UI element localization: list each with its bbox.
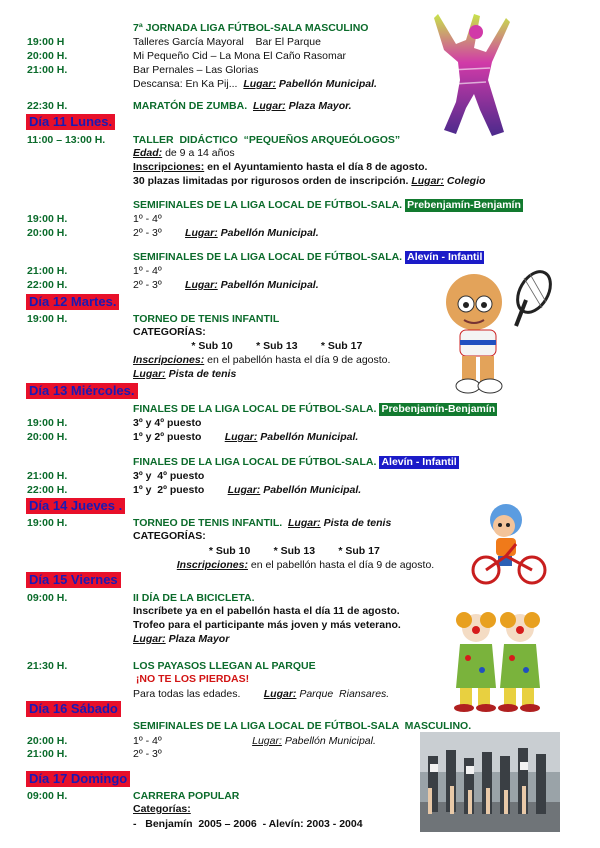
- event-text: [133, 673, 249, 686]
- text-segment: de 9 a 14 años: [162, 147, 235, 159]
- event-time: 20:00 H.: [27, 431, 68, 443]
- event-text: [133, 134, 400, 147]
- event-text: [133, 265, 162, 278]
- program-line: [0, 175, 600, 188]
- event-text: [133, 100, 352, 113]
- text-segment: Lugar:: [185, 227, 218, 239]
- event-text: [133, 619, 401, 632]
- event-text: [133, 803, 191, 816]
- text-segment: Inscripciones:: [133, 354, 205, 366]
- event-text: [133, 161, 427, 174]
- event-text: [133, 64, 258, 77]
- text-segment: Lugar:: [288, 517, 321, 529]
- text-segment: 7ª JORNADA LIGA FÚTBOL-SALA MASCULINO: [133, 22, 369, 34]
- text-segment: TALLER DIDÁCTICO “PEQUEÑOS ARQUEÓLOGOS”: [133, 134, 401, 146]
- event-time: 09:00 H.: [27, 592, 68, 604]
- text-segment: TORNEO DE TENIS INFANTIL.: [133, 517, 283, 529]
- event-time: 19:00 H: [27, 36, 65, 48]
- event-text: [133, 735, 376, 748]
- program-line: [0, 417, 600, 430]
- event-text: [133, 818, 363, 831]
- day-header: Día 13 Miércoles.: [26, 383, 138, 399]
- event-text: [133, 403, 497, 416]
- event-text: [133, 368, 236, 381]
- bike-kid-illustration: [470, 500, 550, 586]
- day-header: Día 11 Lunes.: [26, 114, 115, 130]
- text-segment: II DÍA DE LA BICICLETA.: [133, 592, 255, 604]
- event-text: [133, 175, 485, 188]
- event-time: 19:00 H.: [27, 417, 68, 429]
- event-text: [133, 354, 390, 367]
- text-segment: 1º - 4º: [133, 265, 162, 277]
- day-header: Día 16 Sábado: [26, 701, 121, 717]
- text-segment: TORNEO DE TENIS INFANTIL: [133, 313, 280, 325]
- event-time: 20:00 H.: [27, 50, 68, 62]
- event-text: [133, 633, 229, 646]
- event-text: [133, 688, 389, 701]
- event-text: [133, 417, 201, 430]
- event-time: 21:00 H.: [27, 64, 68, 76]
- event-time: 19:00 H.: [27, 517, 68, 529]
- event-text: [133, 36, 321, 49]
- text-segment: Bar Pernales – Las Glorias: [133, 64, 259, 76]
- event-text: [133, 251, 484, 264]
- text-segment: - Benjamín 2005 – 2006 - Alevín: 2003 - 2004: [133, 818, 363, 830]
- program-line: [0, 470, 600, 483]
- text-segment: 2º - 3º: [133, 748, 162, 760]
- text-segment: Lugar:: [224, 431, 258, 443]
- day-header: Día 17 Domingo: [26, 771, 130, 787]
- program-line: [0, 592, 600, 605]
- event-text: [133, 22, 368, 35]
- program-line: [0, 484, 600, 497]
- event-time: 22:30 H.: [27, 100, 68, 112]
- event-time: 19:00 H.: [27, 213, 68, 225]
- text-segment: Pista de tenis: [320, 517, 392, 529]
- event-text: [133, 545, 380, 558]
- text-segment: Pabellón Municipal.: [260, 484, 362, 496]
- category-badge: Prebenjamín-Benjamín: [407, 199, 521, 211]
- program-line: [0, 251, 600, 264]
- text-segment: Pabellón Municipal.: [281, 735, 376, 747]
- day-header: Día 15 Viernes: [26, 572, 121, 588]
- text-segment: Parque Riansares.: [296, 688, 390, 700]
- event-text: [133, 660, 316, 673]
- event-text: [133, 456, 459, 469]
- clowns-illustration: [452, 608, 544, 714]
- event-text: [133, 484, 361, 497]
- text-segment: Colegio: [444, 175, 486, 187]
- category-badge: Alevín - Infantil: [407, 251, 483, 263]
- event-text: [133, 340, 362, 353]
- event-text: [133, 213, 162, 226]
- text-segment: 2º - 3º: [133, 279, 186, 291]
- text-segment: SEMIFINALES DE LA LIGA LOCAL DE FÚTBOL-SALA MASCULINO.: [133, 720, 472, 732]
- text-segment: 1º - 4º: [133, 213, 162, 225]
- text-segment: en el Ayuntamiento hasta el día 8 de agosto.: [204, 161, 428, 173]
- event-time: 21:00 H.: [27, 470, 68, 482]
- text-segment: MARATÓN DE ZUMBA.: [133, 100, 248, 112]
- text-segment: FINALES DE LA LIGA LOCAL DE FÚTBOL-SALA.: [133, 456, 377, 468]
- event-time: 22:00 H.: [27, 279, 68, 291]
- event-text: [133, 592, 255, 605]
- event-time: 09:00 H.: [27, 790, 68, 802]
- text-segment: Lugar:: [243, 78, 276, 90]
- category-badge: Alevín - Infantil: [381, 456, 457, 468]
- text-segment: * Sub 10 * Sub 13 * Sub 17: [133, 340, 363, 352]
- text-segment: SEMIFINALES DE LA LIGA LOCAL DE FÚTBOL-SALA.: [133, 199, 403, 211]
- text-segment: Lugar:: [263, 688, 297, 700]
- program-line: [0, 227, 600, 240]
- text-segment: 1º y 2º puesto: [133, 484, 228, 496]
- text-segment: Pista de tenis: [165, 368, 237, 380]
- day-header: Día 12 Martes.: [26, 294, 119, 310]
- event-text: [133, 470, 204, 483]
- text-segment: FINALES DE LA LIGA LOCAL DE FÚTBOL-SALA.: [133, 403, 377, 415]
- text-segment: Pabellón Municipal.: [217, 227, 319, 239]
- text-segment: Talleres García Mayoral Bar El Parque: [133, 36, 321, 48]
- program-line: [0, 456, 600, 469]
- text-segment: Pabellón Municipal.: [257, 431, 359, 443]
- text-segment: Plaza Mayor: [165, 633, 230, 645]
- text-segment: CARRERA POPULAR: [133, 790, 240, 802]
- program-line: [0, 213, 600, 226]
- text-segment: 2º - 3º: [133, 227, 186, 239]
- text-segment: 3º y 4º puesto: [133, 470, 205, 482]
- program-line: [0, 161, 600, 174]
- text-segment: en el pabellón hasta el día 9 de agosto.: [204, 354, 391, 366]
- event-text: [133, 50, 346, 63]
- text-segment: Lugar:: [133, 368, 166, 380]
- zumba-dancer-illustration: [430, 10, 512, 140]
- event-text: [133, 517, 391, 530]
- event-text: [133, 748, 162, 761]
- event-text: [133, 326, 206, 339]
- event-time: 21:00 H.: [27, 265, 68, 277]
- event-text: [133, 431, 358, 444]
- text-segment: Inscripciones:: [133, 161, 205, 173]
- event-text: [133, 147, 235, 160]
- event-time: 20:00 H.: [27, 227, 68, 239]
- text-segment: Edad:: [133, 147, 163, 159]
- event-text: [133, 199, 523, 212]
- event-time: 21:30 H.: [27, 660, 68, 672]
- event-text: [133, 313, 279, 326]
- text-segment: 1º y 2º puesto: [133, 431, 225, 443]
- event-time: 11:00 – 13:00 H.: [27, 134, 106, 146]
- event-time: 19:00 H.: [27, 313, 68, 325]
- text-segment: Plaza Mayor.: [285, 100, 352, 112]
- text-segment: Lugar:: [252, 100, 286, 112]
- text-segment: Lugar:: [227, 484, 261, 496]
- text-segment: CATEGORÍAS:: [133, 530, 206, 542]
- text-segment: Trofeo para el participante más joven y más veterano.: [133, 619, 401, 631]
- event-text: [133, 530, 206, 543]
- event-time: 20:00 H.: [27, 735, 68, 747]
- tennis-kid-illustration: [436, 264, 552, 398]
- program-line: [0, 403, 600, 416]
- text-segment: * Sub 10 * Sub 13 * Sub 17: [133, 545, 380, 557]
- text-segment: 30 plazas limitadas por rigurosos orden de inscripción.: [133, 175, 409, 187]
- text-segment: Para todas las edades.: [133, 688, 264, 700]
- event-time: 21:00 H.: [27, 748, 68, 760]
- event-text: [133, 279, 319, 292]
- text-segment: Pabellón Municipal.: [275, 78, 377, 90]
- text-segment: Lugar:: [133, 633, 166, 645]
- runners-photo: [420, 732, 560, 832]
- text-segment: 3º y 4º puesto: [133, 417, 202, 429]
- day-header: Día 14 Jueves .: [26, 498, 125, 514]
- category-badge: Prebenjamín-Benjamín: [381, 403, 496, 415]
- text-segment: Descansa: En Ka Pij...: [133, 78, 244, 90]
- text-segment: Inscripciones:: [176, 559, 248, 571]
- text-segment: 1º - 4º: [133, 735, 253, 747]
- program-line: [0, 431, 600, 444]
- text-segment: en el pabellón hasta el día 9 de agosto.: [247, 559, 435, 571]
- text-segment: SEMIFINALES DE LA LIGA LOCAL DE FÚTBOL-SALA.: [133, 251, 403, 263]
- event-text: [133, 559, 434, 572]
- program-line: [0, 199, 600, 212]
- text-segment: CATEGORÍAS:: [133, 326, 206, 338]
- event-text: [133, 227, 319, 240]
- text-segment: Pabellón Municipal.: [217, 279, 319, 291]
- text-segment: ¡NO TE LOS PIERDAS!: [133, 673, 250, 685]
- event-text: [133, 790, 239, 803]
- text-segment: Lugar:: [411, 175, 444, 187]
- program-line: [0, 147, 600, 160]
- text-segment: Categorías:: [133, 803, 191, 815]
- text-segment: Mi Pequeño Cid – La Mona El Caño Rasomar: [133, 50, 347, 62]
- text-segment: LOS PAYASOS LLEGAN AL PARQUE: [133, 660, 316, 672]
- text-segment: Lugar:: [252, 735, 282, 747]
- text-segment: Inscríbete ya en el pabellón hasta el día 11 de agosto.: [133, 605, 400, 617]
- text-segment: Lugar:: [185, 279, 218, 291]
- event-time: 22:00 H.: [27, 484, 68, 496]
- event-text: [133, 605, 400, 618]
- event-text: [133, 78, 377, 91]
- text-segment: [133, 559, 177, 571]
